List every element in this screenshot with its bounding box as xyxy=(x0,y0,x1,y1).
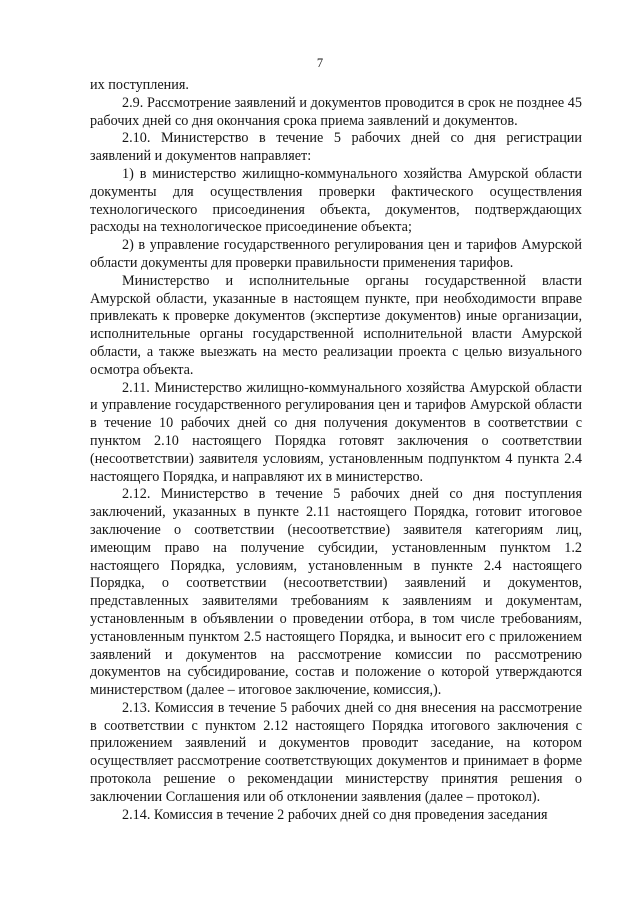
page-number: 7 xyxy=(316,56,324,70)
document-body xyxy=(90,77,582,824)
paragraph-2-10-item-1: 1) в министерство жилищно-коммунального хозяйства Амурской области документы для осуществления проверки фактического осуществления технологического присоединения объекта, документов, подтверждающих расходы на технологическое присоединение объекта; xyxy=(90,165,582,236)
paragraph-2-14: 2.14. Комиссия в течение 2 рабочих дней со дня проведения заседания xyxy=(122,806,548,823)
paragraph-2-10: 2.10. Министерство в течение 5 рабочих дней со дня регистрации заявлений и документов направляет: xyxy=(90,130,582,165)
paragraph-2-13: 2.13. Комиссия в течение 5 рабочих дней со дня внесения на рассмотрение в соответствии с пунктом 2.12 настоящего Порядка итогового заключения с приложением заявлений и документов проводит заседание, на котором осуществляет рассмотрение соответствующих документов и принимает в форме протокола решение о рекомендации министерству принятия решения о заключении Соглашения или об отклонении заявления (далее – протокол). xyxy=(90,699,582,805)
paragraph-2-11: 2.11. Министерство жилищно-коммунального хозяйства Амурской области и управление государственного регулирования цен и тарифов Амурской области в течение 10 рабочих дней со дня получения документов в соответствии с пунктом 2.10 настоящего Порядка готовят заключения о соответствии (несоответствии) заявителя условиям, установленным подпунктом 4 пункта 2.4 настоящего Порядка, и направляют их в министерство. xyxy=(90,379,582,485)
paragraph-2-10-item-2: 2) в управление государственного регулирования цен и тарифов Амурской области документы для проверки правильности применения тарифов. xyxy=(90,237,582,271)
paragraph-2-12: 2.12. Министерство в течение 5 рабочих дней со дня поступления заключений, указанных в пункте 2.11 настоящего Порядка, готовит итоговое заключение о соответствии (несоответствие) заявителя категориям лиц, имеющим право на получение субсидии, установленным пунктом 1.2 настоящего Порядка, условиям, установленным в пункте 2.4 настоящего Порядка, о соответствии (несоответствии) заявлений и документов, представленных заявителями требованиям к заявлениям и документам, установленным в объявлении о проведении отбора, в том числе требованиям, установленным пунктом 2.5 настоящего Порядка, и выносит его с приложением заявлений и документов на рассмотрение комиссии по рассмотрению документов на субсидирование, состав и положение о которой утверждаются министерством (далее – итоговое заключение, комиссия,). xyxy=(90,486,582,699)
paragraph-continuation: их поступления. xyxy=(90,77,189,93)
paragraph-2-9: 2.9. Рассмотрение заявлений и документов проводится в срок не позднее 45 рабочих дней со дня окончания срока приема заявлений и документов. xyxy=(90,94,582,129)
paragraph-2-10-note: Министерство и исполнительные органы государственной власти Амурской области, указанные в настоящем пункте, при необходимости вправе привлекать к проверке документов (экспертизе документов) иные организации, исполнительные органы государственной исполнительной власти Амурской области, а также выезжать на место реализации проекта с целью визуального осмотра объекта. xyxy=(90,272,582,378)
